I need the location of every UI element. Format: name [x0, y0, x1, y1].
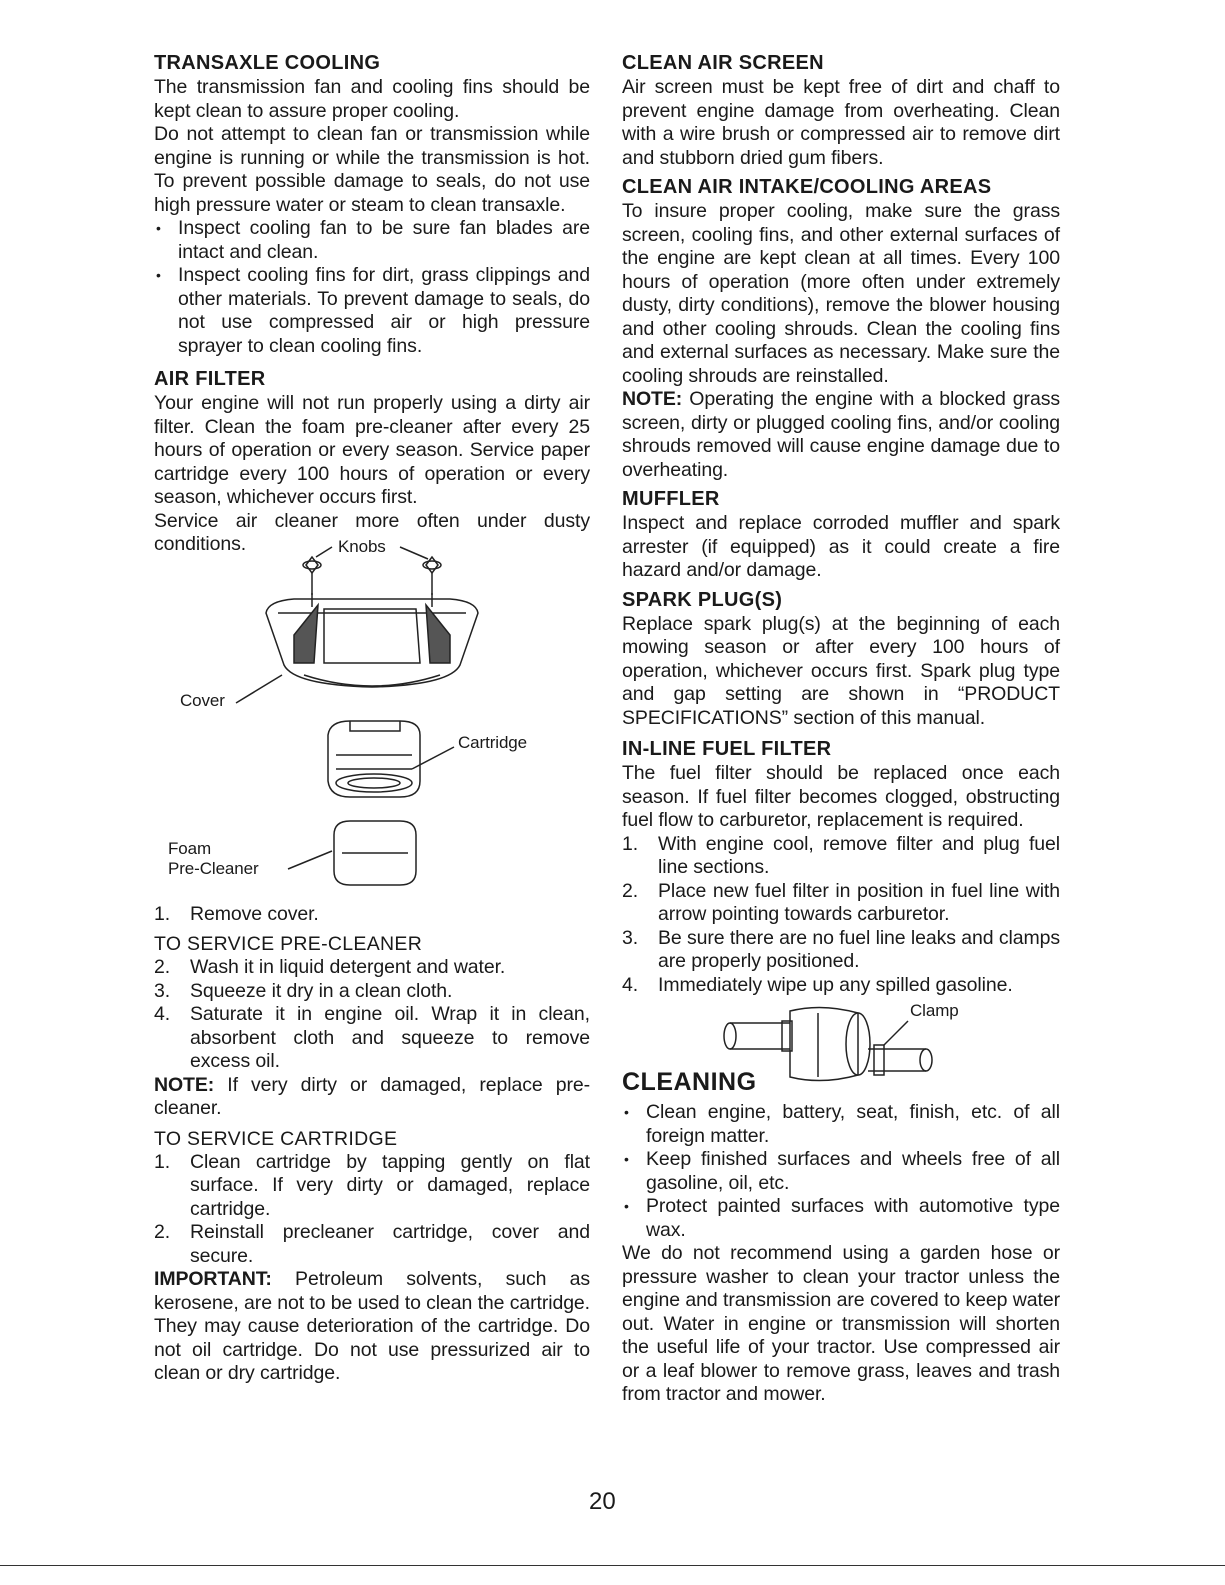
transaxle-cooling-heading: TRANSAXLE COOLING — [154, 52, 381, 74]
air-intake-paragraph: To insure proper cooling, make sure the grass screen, cooling fins, and other external surfaces of the engine are kept clean at all times. Every 100 hours of operation (more often under extremely dusty, dirty conditions), remove the blower housing and other cooling shrouds. Clean the cooling fins and external surfaces as necessary. Make sure the cooling shrouds are reinstalled. — [622, 200, 1060, 387]
air-screen-paragraph: Air screen must be kept free of dirt and chaff to prevent engine damage from overheating. Clean with a wire brush or compressed air to remove dirt and stubborn dried gum fibers. — [622, 76, 1060, 169]
cover-label: Cover — [180, 690, 225, 710]
list-item: 2. Reinstall precleaner cartridge, cover and secure. — [154, 1221, 590, 1267]
list-item: 3. Squeeze it dry in a clean cloth. — [154, 979, 453, 1002]
list-item: • Inspect cooling fins for dirt, grass clippings and other materials. To prevent damage to seals, do not use compressed air or high pressure sprayer to clean cooling fins. — [154, 264, 590, 358]
clean-air-screen-heading: CLEAN AIR SCREEN — [622, 52, 824, 74]
cleaning-bullet-list — [622, 1101, 1060, 1242]
cartridge-steps — [154, 1151, 590, 1269]
knobs-label: Knobs — [338, 536, 386, 556]
remove-cover-step — [154, 903, 590, 927]
page-number: 20 — [589, 1488, 616, 1515]
important-note: IMPORTANT: Petroleum solvents, such as kerosene, are not to be used to clean the cartridge. They may cause deterioration of the cartridge. Do not oil cartridge. Do not use pressurized air to clean or dry cartridge. — [154, 1268, 590, 1384]
cover-shape — [266, 593, 478, 687]
list-item: • Keep finished surfaces and wheels free of all gasoline, oil, etc. — [622, 1148, 1060, 1195]
air-filter-paragraph-2: Service air cleaner more often under dusty conditions. — [154, 509, 590, 555]
fuel-filter-steps — [622, 833, 1060, 998]
left-column — [154, 50, 590, 1386]
spark-plug-paragraph: Replace spark plug(s) at the beginning of each mowing season or after every 100 hours of operation, whichever occurs first. Spark plug type and gap setting are shown in “PRODUCT SPECIFICATIONS” section of this manual. — [622, 612, 1060, 729]
fuel-filter-heading: IN-LINE FUEL FILTER — [622, 738, 832, 760]
list-item: 4. Immediately wipe up any spilled gasoline. — [622, 973, 1013, 996]
air-filter-heading: AIR FILTER — [154, 368, 266, 390]
clamp-label: Clamp — [910, 1001, 959, 1020]
list-item: • Protect painted surfaces with automotive type wax. — [622, 1195, 1060, 1242]
cleaning-heading: CLEANING — [622, 1068, 757, 1096]
fuel-filter-paragraph: The fuel filter should be replaced once each season. If fuel filter becomes clogged, obstructing fuel flow to carburetor, replacement is required. — [622, 762, 1060, 831]
knob-right-icon — [423, 557, 441, 595]
list-item: • Clean engine, battery, seat, finish, etc. of all foreign matter. — [622, 1101, 1060, 1148]
foam-label: Foam — [168, 838, 212, 858]
list-item: • Inspect cooling fan to be sure fan blades are intact and clean. — [154, 217, 590, 264]
list-item: 1. Remove cover. — [154, 902, 319, 925]
list-item: 2. Place new fuel filter in position in fuel line with arrow pointing towards carburetor. — [622, 879, 1060, 925]
service-cartridge-subheading: TO SERVICE CARTRIDGE — [154, 1127, 398, 1150]
pre-cleaner-label: Pre-Cleaner — [168, 858, 259, 878]
foam-precleaner-shape — [334, 821, 416, 885]
list-item: 1. With engine cool, remove filter and plug fuel line sections. — [622, 832, 1060, 878]
muffler-heading: MUFFLER — [622, 488, 720, 510]
air-filter-diagram — [154, 535, 590, 895]
service-precleaner-subheading: TO SERVICE PRE-CLEANER — [154, 933, 423, 955]
list-item: 2. Wash it in liquid detergent and water. — [154, 956, 506, 978]
bottom-divider — [0, 1565, 1225, 1566]
precleaner-steps — [154, 956, 590, 1074]
air-intake-note: NOTE: Operating the engine with a blocked grass screen, dirty or plugged cooling fins, and/or cooling shrouds removed will cause engine damage due to overheating. — [622, 388, 1060, 481]
transaxle-paragraph-2: Do not attempt to clean fan or transmission while engine is running or while the transmission is hot. To prevent possible damage to seals, do not use high pressure water or steam to clean transaxle. — [154, 123, 590, 216]
spark-plug-heading: SPARK PLUG(S) — [622, 588, 783, 611]
cleaning-paragraph: We do not recommend using a garden hose or pressure washer to clean your tractor unless the engine and transmission are covered to keep water out. Water in engine or transmission will shorten the useful life of your tractor. Use compressed air or a leaf blower to remove grass, leaves and trash from tractor and mower. — [622, 1242, 1060, 1405]
list-item: 3. Be sure there are no fuel line leaks and clamps are properly positioned. — [622, 926, 1060, 972]
precleaner-note: NOTE: If very dirty or damaged, replace pre-cleaner. — [154, 1073, 590, 1119]
right-column — [622, 50, 1060, 1407]
cartridge-shape — [328, 721, 420, 797]
fuel-filter-body — [790, 1007, 870, 1080]
transaxle-paragraph-1: The transmission fan and cooling fins should be kept clean to assure proper cooling. — [154, 76, 590, 122]
knob-left-icon — [303, 557, 321, 595]
fuel-filter-diagram — [622, 997, 1060, 1097]
transaxle-bullet-list — [154, 217, 590, 358]
list-item: 1. Clean cartridge by tapping gently on flat surface. If very dirty or damaged, replace cartridge. — [154, 1150, 590, 1220]
air-filter-illustration — [154, 535, 590, 895]
muffler-paragraph: Inspect and replace corroded muffler and spark arrester (if equipped) as it could create a fire hazard and/or damage. — [622, 512, 1060, 581]
air-intake-heading: CLEAN AIR INTAKE/COOLING AREAS — [622, 176, 992, 198]
cartridge-label: Cartridge — [458, 732, 528, 752]
air-filter-paragraph-1: Your engine will not run properly using a dirty air filter. Clean the foam pre-cleaner after every 25 hours of operation or every season. Service paper cartridge every 100 hours of operation or every season, whichever occurs first. — [154, 392, 590, 508]
list-item: 4. Saturate it in engine oil. Wrap it in clean, absorbent cloth and squeeze to remove excess oil. — [154, 1003, 590, 1072]
